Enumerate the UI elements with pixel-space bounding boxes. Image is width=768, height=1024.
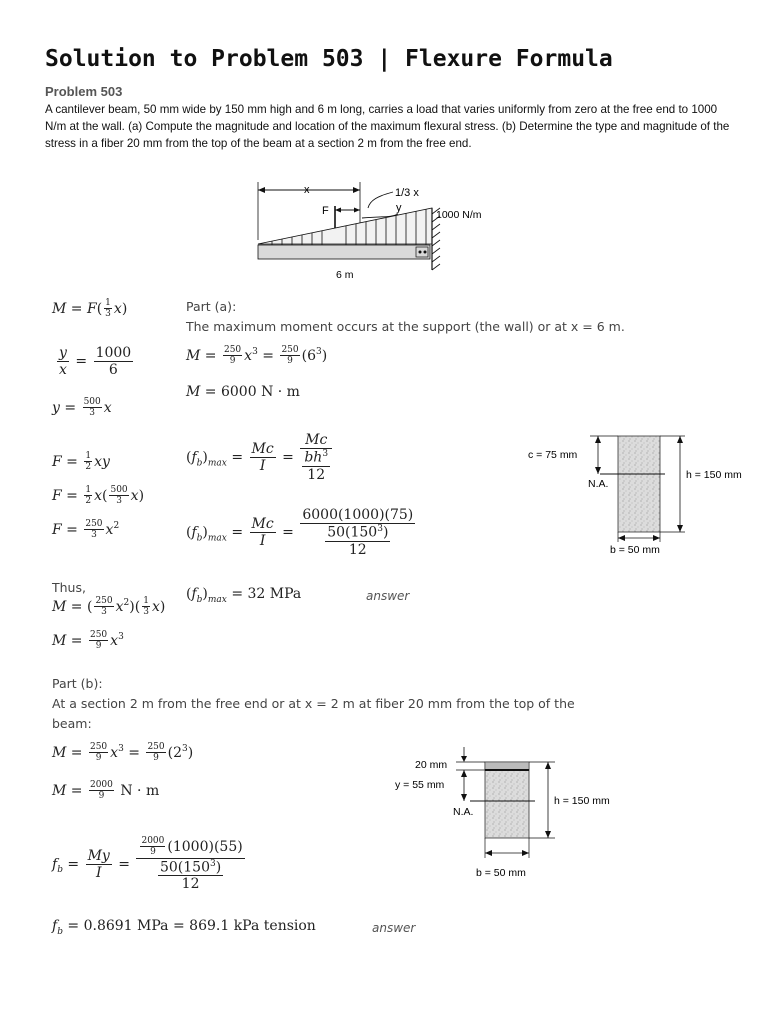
eq-fiber-stress: $f_b$ = $\frac{My}{I}$ = $\frac{2000}{9}$ (1000)(55) $\frac{50(150^3)}{12}$ bbox=[52, 836, 243, 893]
beam-y-label: y bbox=[396, 202, 402, 214]
eq-max-moment-value: M = 6000 N · m bbox=[186, 384, 300, 400]
section-a-b-label: b = 50 mm bbox=[610, 544, 660, 556]
part-a-heading: Part (a): bbox=[186, 299, 237, 314]
beam-third-label: 1/3 x bbox=[395, 187, 419, 199]
cross-section-b-figure bbox=[390, 745, 650, 885]
eq-moment-substituted: M = ( $\frac{250}{3}$ $x^2$)( $\frac{1}{3}$ x) bbox=[52, 596, 166, 618]
beam-force-label: F bbox=[322, 205, 329, 217]
eq-force-substituted: F = $\frac{1}{2}$ x( $\frac{500}{3}$ x) bbox=[52, 485, 145, 507]
eq-force-result: F = $\frac{250}{3}$ $x^2$ bbox=[52, 519, 120, 541]
fiber-stress-kpa: 869.1 bbox=[189, 918, 230, 934]
section-b-top-label: 20 mm bbox=[415, 759, 448, 771]
beam-load-label: 1000 N/m bbox=[436, 209, 482, 221]
eq-moment-result: M = $\frac{250}{9}$ $x^3$ bbox=[52, 630, 124, 652]
stress-type: tension bbox=[263, 918, 316, 934]
part-b-heading: Part (b): bbox=[52, 676, 103, 691]
max-moment-value: 6000 bbox=[220, 384, 257, 400]
beam-x-label: x bbox=[304, 184, 310, 196]
part-a-text: The maximum moment occurs at the support (the wall) or at x = 6 m. bbox=[186, 319, 625, 334]
thus-label: Thus, bbox=[52, 580, 86, 595]
cantilever-beam-figure bbox=[250, 178, 500, 283]
eq-similar-triangles: $\frac{y}{x}$ = $\frac{1000}{6}$ bbox=[59, 345, 132, 379]
cross-section-a-figure bbox=[520, 428, 760, 558]
part-b-answer-label: answer bbox=[372, 921, 416, 935]
fiber-stress-value: 0.8691 bbox=[83, 918, 133, 934]
part-a-answer-label: answer bbox=[366, 589, 410, 603]
problem-statement: A cantilever beam, 50 mm wide by 150 mm high and 6 m long, carries a load that varies uniformly from zero at the free end to 1000 N/m at the wall. (a) Compute the magnitude and location of the maximum flexural stress. (b) Determine the type and magnitude of the stress in a fiber 20 mm from the top of the beam at a section 2 m from the free end. bbox=[45, 103, 730, 150]
section-b-na-label: N.A. bbox=[453, 806, 474, 818]
eq-flexure-substituted: $(f_b)_{max}$ = $\frac{Mc}{I}$ = $\frac{6000(1000)(75)}{\frac{50(150^3)}{12}}$ bbox=[186, 507, 414, 558]
section-b-b-label: b = 50 mm bbox=[476, 867, 526, 879]
section-b-y-label: y = 55 mm bbox=[395, 779, 445, 791]
section-a-h-label: h = 150 mm bbox=[686, 469, 742, 481]
part-b-text-line1: At a section 2 m from the free end or at x = 2 m at fiber 20 mm from the top of the bbox=[52, 696, 575, 711]
part-b-text-line2: beam: bbox=[52, 716, 92, 731]
max-stress-value: 32 bbox=[247, 586, 266, 602]
eq-moment-at-2m-value: M = $\frac{2000}{9}$ N · m bbox=[52, 780, 160, 802]
section-b-h-label: h = 150 mm bbox=[554, 795, 610, 807]
beam-span-label: 6 m bbox=[336, 269, 354, 281]
eq-max-stress-result: $(f_b)_{max} = 32$ MPa bbox=[186, 586, 302, 605]
eq-flexure-formula: $(f_b)_{max}$ = $\frac{Mc}{I}$ = $\frac{Mc}{\frac{bh^3}{12}}$ bbox=[186, 432, 334, 483]
eq-moment-definition: M = F( $\frac{1}{3}$ x) bbox=[52, 298, 128, 320]
eq-force-area: F = $\frac{1}{2}$ xy bbox=[52, 451, 110, 473]
eq-y-of-x: y = $\frac{500}{3}$ x bbox=[52, 397, 112, 419]
eq-moment-at-2m: M = $\frac{250}{9}$ $x^3$ = $\frac{250}{9}$ $(2^3)$ bbox=[52, 742, 194, 764]
section-a-c-label: c = 75 mm bbox=[528, 449, 578, 461]
eq-fiber-stress-result: $f_b = 0.8691$ MPa = 869.1 kPa tension bbox=[52, 918, 316, 937]
eq-max-moment: M = $\frac{250}{9}$ $x^3$ = $\frac{250}{9}$ $(6^3)$ bbox=[186, 345, 328, 367]
section-a-na-label: N.A. bbox=[588, 478, 609, 490]
problem-subheading: Problem 503 bbox=[45, 84, 123, 99]
page-title: Solution to Problem 503 | Flexure Formula bbox=[45, 46, 613, 72]
